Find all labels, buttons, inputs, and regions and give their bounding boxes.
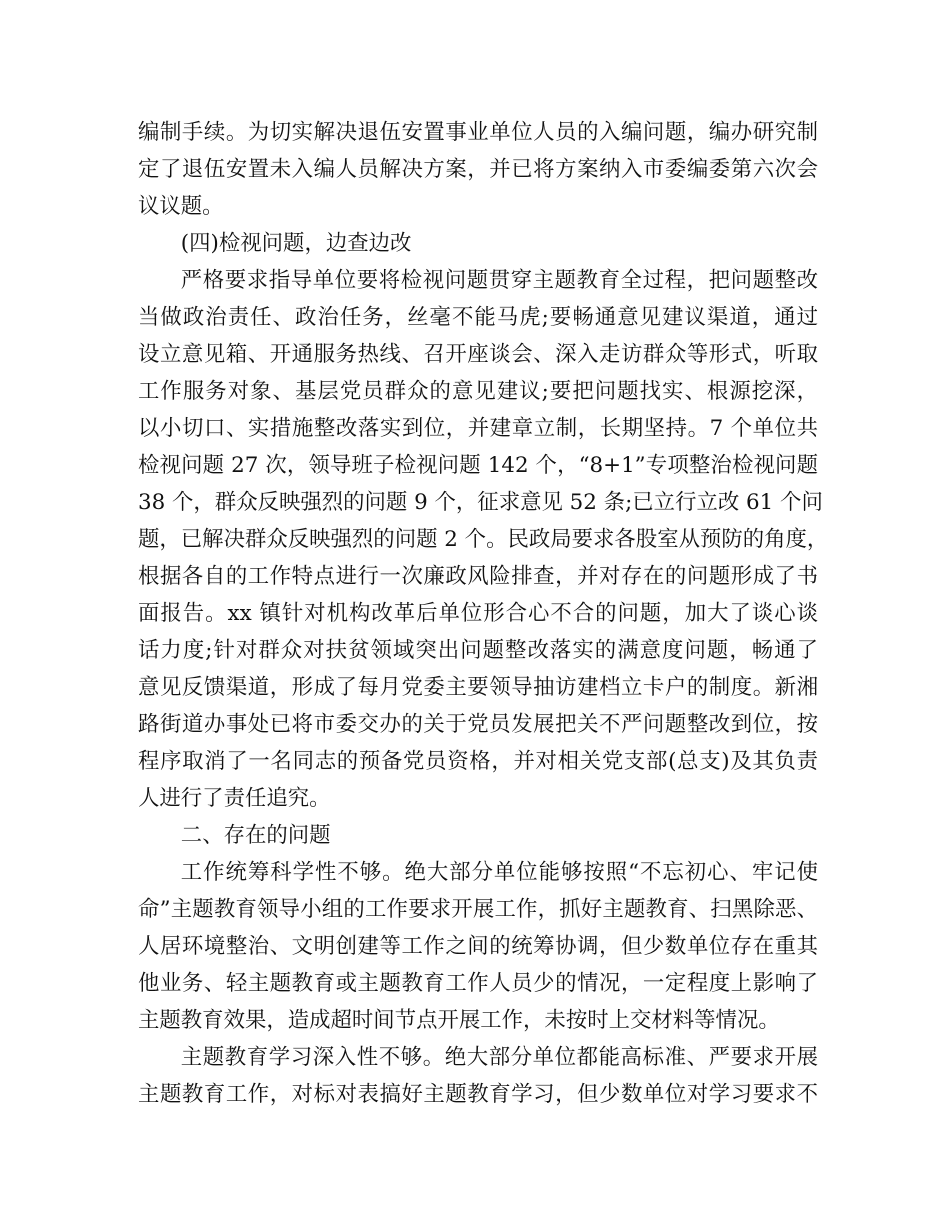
paragraph-inspection xyxy=(138,262,829,817)
text-line: 当做政治责任、政治任务，丝毫不能马虎;要畅通意见建议渠道，通过 xyxy=(138,305,818,330)
heading-text: 二、存在的问题 xyxy=(180,823,331,848)
text-line: 检视问题 27 次，领导班子检视问题 142 个，“8+1”专项整治检视问题 xyxy=(138,453,818,478)
paragraph-coordination xyxy=(138,854,818,1039)
paragraph-intro xyxy=(138,114,818,225)
text-line: 话力度;针对群众对扶贫领域突出问题整改落实的满意度问题，畅通了 xyxy=(138,638,818,663)
text-line: 题，已解决群众反映强烈的问题 2 个。民政局要求各股室从预防的角度， xyxy=(138,527,829,552)
document-page xyxy=(138,114,829,1113)
text-line: 程序取消了一名同志的预备党员资格，并对相关党支部(总支)及其负责 xyxy=(138,749,818,774)
text-line: 人进行了责任追究。 xyxy=(138,786,331,811)
text-line: 意见反馈渠道，形成了每月党委主要领导抽访建档立卡户的制度。新湘 xyxy=(138,675,818,700)
section-heading-4 xyxy=(138,225,818,262)
text-line: 主题教育工作，对标对表搞好主题教育学习，但少数单位对学习要求不 xyxy=(138,1082,818,1107)
text-line: 路街道办事处已将市委交办的关于党员发展把关不严问题整改到位，按 xyxy=(138,712,818,737)
text-line: 人居环境整治、文明创建等工作之间的统筹协调，但少数单位存在重其 xyxy=(138,934,818,959)
text-line: 38 个，群众反映强烈的问题 9 个，征求意见 52 条;已立行立改 61 个问 xyxy=(138,490,823,515)
text-line: 命”主题教育领导小组的工作要求开展工作，抓好主题教育、扫黑除恶、 xyxy=(138,897,818,922)
text-line: 设立意见箱、开通服务热线、召开座谈会、深入走访群众等形式，听取 xyxy=(138,342,818,367)
text-line: 严格要求指导单位要将检视问题贯穿主题教育全过程，把问题整改 xyxy=(180,268,818,293)
text-line: 根据各自的工作特点进行一次廉政风险排查，并对存在的问题形成了书 xyxy=(138,564,818,589)
text-line: 以小切口、实措施整改落实到位，并建章立制，长期坚持。7 个单位共 xyxy=(138,416,818,441)
text-line: 定了退伍安置未入编人员解决方案，并已将方案纳入市委编委第六次会 xyxy=(138,157,818,182)
paragraph-study xyxy=(138,1039,818,1113)
text-line: 面报告。xx 镇针对机构改革后单位形合心不合的问题，加大了谈心谈 xyxy=(138,601,818,626)
text-line: 主题教育学习深入性不够。绝大部分单位都能高标准、严要求开展 xyxy=(180,1045,818,1070)
text-line: 工作统筹科学性不够。绝大部分单位能够按照“不忘初心、牢记使 xyxy=(180,860,818,885)
section-heading-problems xyxy=(138,817,818,854)
text-line: 他业务、轻主题教育或主题教育工作人员少的情况，一定程度上影响了 xyxy=(138,971,818,996)
heading-text: (四)检视问题，边查边改 xyxy=(180,231,412,256)
text-line: 编制手续。为切实解决退伍安置事业单位人员的入编问题，编办研究制 xyxy=(138,120,818,145)
text-line: 工作服务对象、基层党员群众的意见建议;要把问题找实、根源挖深， xyxy=(138,379,818,404)
text-line: 议议题。 xyxy=(138,194,224,219)
text-line: 主题教育效果，造成超时间节点开展工作，未按时上交材料等情况。 xyxy=(138,1008,780,1033)
